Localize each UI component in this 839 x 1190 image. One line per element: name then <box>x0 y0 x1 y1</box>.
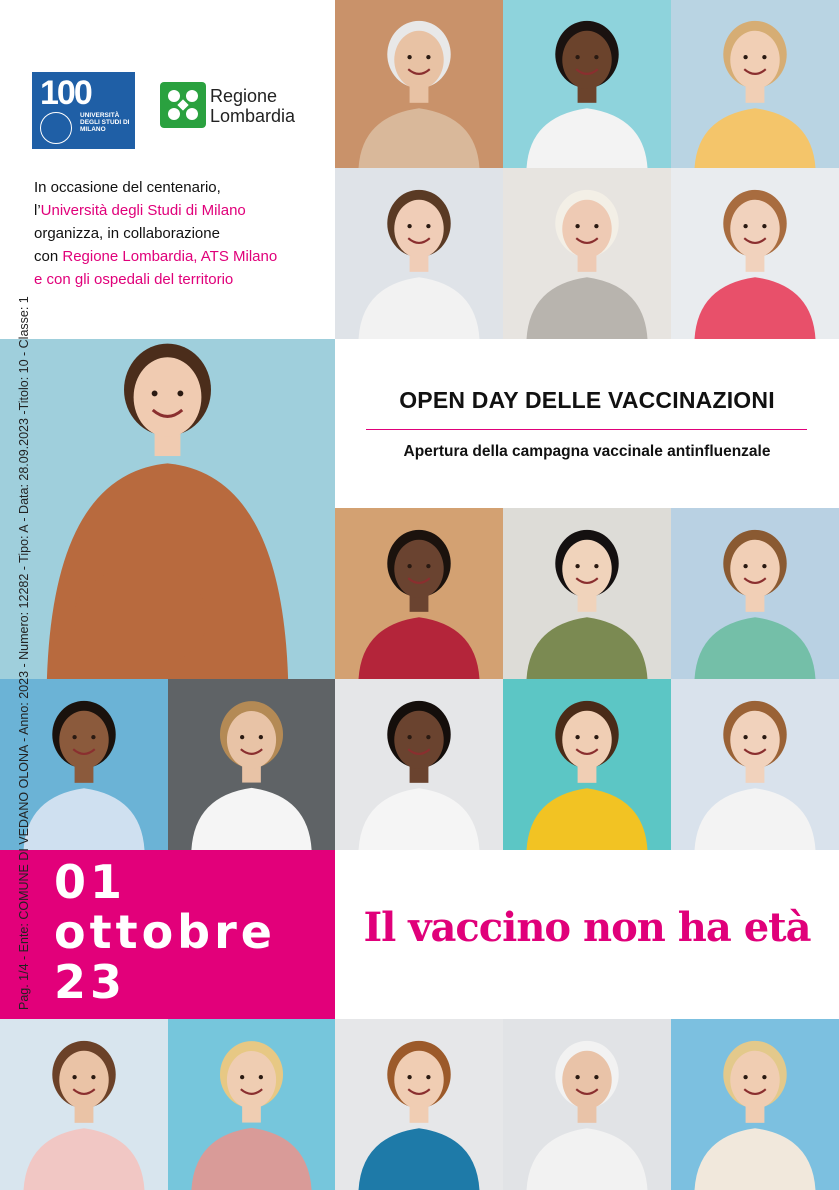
unimi-seal-icon <box>40 112 72 144</box>
page-subtitle: Apertura della campagna vaccinale antinfluenzale <box>403 443 771 460</box>
regione-line1: Regione <box>210 86 278 106</box>
photo-boy-nasal-spray <box>335 1019 503 1190</box>
person-eye <box>240 1075 244 1079</box>
person-face <box>227 711 276 769</box>
person-eye <box>407 564 411 568</box>
photo-blonde-woman-thumbs <box>168 1019 335 1190</box>
person-eye <box>575 564 579 568</box>
photo-man-white-shirt <box>168 679 335 850</box>
person-eye <box>743 55 747 59</box>
intro-text <box>34 176 324 291</box>
person-eye <box>177 390 183 396</box>
slogan-text: Il vaccino non ha età <box>363 904 811 951</box>
portrait-illustration <box>335 168 503 339</box>
person-eye <box>240 735 244 739</box>
protocol-stamp-text: Pag. 1/4 - Ente: COMUNE DI VEDANO OLONA - Anno: 2023 - Numero: 12282 - Tipo: A - Data: 28.09.2023 -Titolo: 10 - Classe: 1 <box>17 296 31 1010</box>
portrait-illustration <box>503 679 671 850</box>
portrait-illustration <box>671 168 839 339</box>
person-face <box>394 711 443 769</box>
photo-elderly-blonde-woman <box>671 1019 839 1190</box>
portrait-illustration <box>671 0 839 168</box>
portrait-illustration <box>671 508 839 679</box>
person-eye <box>743 735 747 739</box>
intro-partners: Regione Lombardia, ATS Milano <box>62 248 278 265</box>
person-face <box>59 711 108 769</box>
intro-university-name: Università degli Studi di Milano <box>40 202 246 219</box>
portrait-illustration <box>503 508 671 679</box>
photo-pregnant-woman <box>0 339 335 679</box>
photo-girl-yellow-sweater <box>503 679 671 850</box>
photo-young-girl-teddy <box>671 0 839 168</box>
portrait-illustration <box>0 339 335 679</box>
person-face <box>730 711 779 769</box>
unimi-logo-number: 100 <box>40 74 91 112</box>
intro-line-2 <box>34 199 324 222</box>
regione-lombardia-mark-icon <box>160 82 206 128</box>
person-face <box>59 1051 108 1109</box>
person-eye <box>762 564 766 568</box>
portrait-illustration <box>335 0 503 168</box>
portrait-illustration <box>168 679 335 850</box>
person-face <box>730 200 779 258</box>
date-year: 23 <box>54 955 127 1009</box>
portrait-illustration <box>0 1019 168 1190</box>
portrait-illustration <box>503 0 671 168</box>
person-face <box>730 540 779 598</box>
person-eye <box>426 1075 430 1079</box>
person-face <box>227 1051 276 1109</box>
photo-girl-nasal-spray <box>335 168 503 339</box>
person-face <box>562 1051 611 1109</box>
person-face <box>394 540 443 598</box>
person-eye <box>259 735 263 739</box>
person-eye <box>152 390 158 396</box>
photo-elderly-bearded-man <box>503 1019 671 1190</box>
intro-line-4 <box>34 245 324 268</box>
person-eye <box>426 564 430 568</box>
person-eye <box>594 1075 598 1079</box>
person-eye <box>762 735 766 739</box>
portrait-illustration <box>168 1019 335 1190</box>
person-eye <box>575 1075 579 1079</box>
person-face <box>394 200 443 258</box>
photo-asian-girl <box>503 508 671 679</box>
person-face <box>562 31 611 89</box>
person-belly <box>74 567 208 669</box>
intro-line-1: In occasione del centenario, <box>34 179 221 196</box>
person-eye <box>426 224 430 228</box>
person-eye <box>743 564 747 568</box>
page-title: OPEN DAY DELLE VACCINAZIONI <box>399 387 775 413</box>
person-eye <box>762 55 766 59</box>
person-eye <box>762 1075 766 1079</box>
person-face <box>394 31 443 89</box>
person-face <box>730 1051 779 1109</box>
date-month: ottobre <box>54 905 276 959</box>
person-eye <box>426 735 430 739</box>
person-eye <box>594 224 598 228</box>
portrait-illustration <box>335 1019 503 1190</box>
person-eye <box>91 735 95 739</box>
regione-lombardia-wordmark <box>210 86 295 126</box>
person-eye <box>259 1075 263 1079</box>
person-eye <box>575 735 579 739</box>
unimi-logo-text: UNIVERSITÀ DEGLI STUDI DI MILANO <box>80 112 130 133</box>
title-block <box>335 340 839 508</box>
portrait-illustration <box>335 508 503 679</box>
person-eye <box>407 735 411 739</box>
date-day: 01 <box>54 855 127 909</box>
title-divider <box>366 429 807 430</box>
intro-line-3: organizza, in collaborazione <box>34 225 220 242</box>
regione-line2: Lombardia <box>210 106 296 126</box>
slogan-block <box>335 850 839 1019</box>
portrait-illustration <box>671 1019 839 1190</box>
person-face <box>562 540 611 598</box>
person-eye <box>426 55 430 59</box>
person-face <box>134 357 202 437</box>
person-eye <box>72 1075 76 1079</box>
person-eye <box>743 1075 747 1079</box>
photo-woman-pink-top <box>0 1019 168 1190</box>
photo-girl-scarf-spray <box>671 168 839 339</box>
intro-line-2-prefix: l’ <box>34 202 41 219</box>
photo-boy-glasses-flex <box>671 508 839 679</box>
person-face <box>562 200 611 258</box>
date-block <box>0 850 335 1019</box>
person-eye <box>762 224 766 228</box>
photo-toddler-boy <box>671 679 839 850</box>
photo-young-woman-arm <box>335 679 503 850</box>
person-face <box>562 711 611 769</box>
photo-teen-boy-thumbs-up <box>503 0 671 168</box>
intro-line-4-prefix: con <box>34 248 63 265</box>
unimi-centenary-logo <box>32 72 135 149</box>
person-eye <box>594 735 598 739</box>
person-face <box>394 1051 443 1109</box>
photo-woman-red-top <box>335 508 503 679</box>
intro-line-5: e con gli ospedali del territorio <box>34 271 234 288</box>
photo-elderly-man-thumbs-up <box>335 0 503 168</box>
person-eye <box>575 224 579 228</box>
person-eye <box>575 55 579 59</box>
regione-lombardia-logo <box>160 82 330 130</box>
person-eye <box>91 1075 95 1079</box>
person-eye <box>407 55 411 59</box>
photo-elderly-woman-arm <box>503 168 671 339</box>
portrait-illustration <box>671 679 839 850</box>
person-face <box>730 31 779 89</box>
person-eye <box>594 55 598 59</box>
portrait-illustration <box>503 168 671 339</box>
person-eye <box>407 1075 411 1079</box>
portrait-illustration <box>335 679 503 850</box>
person-eye <box>407 224 411 228</box>
person-eye <box>594 564 598 568</box>
person-eye <box>72 735 76 739</box>
portrait-illustration <box>503 1019 671 1190</box>
person-eye <box>743 224 747 228</box>
